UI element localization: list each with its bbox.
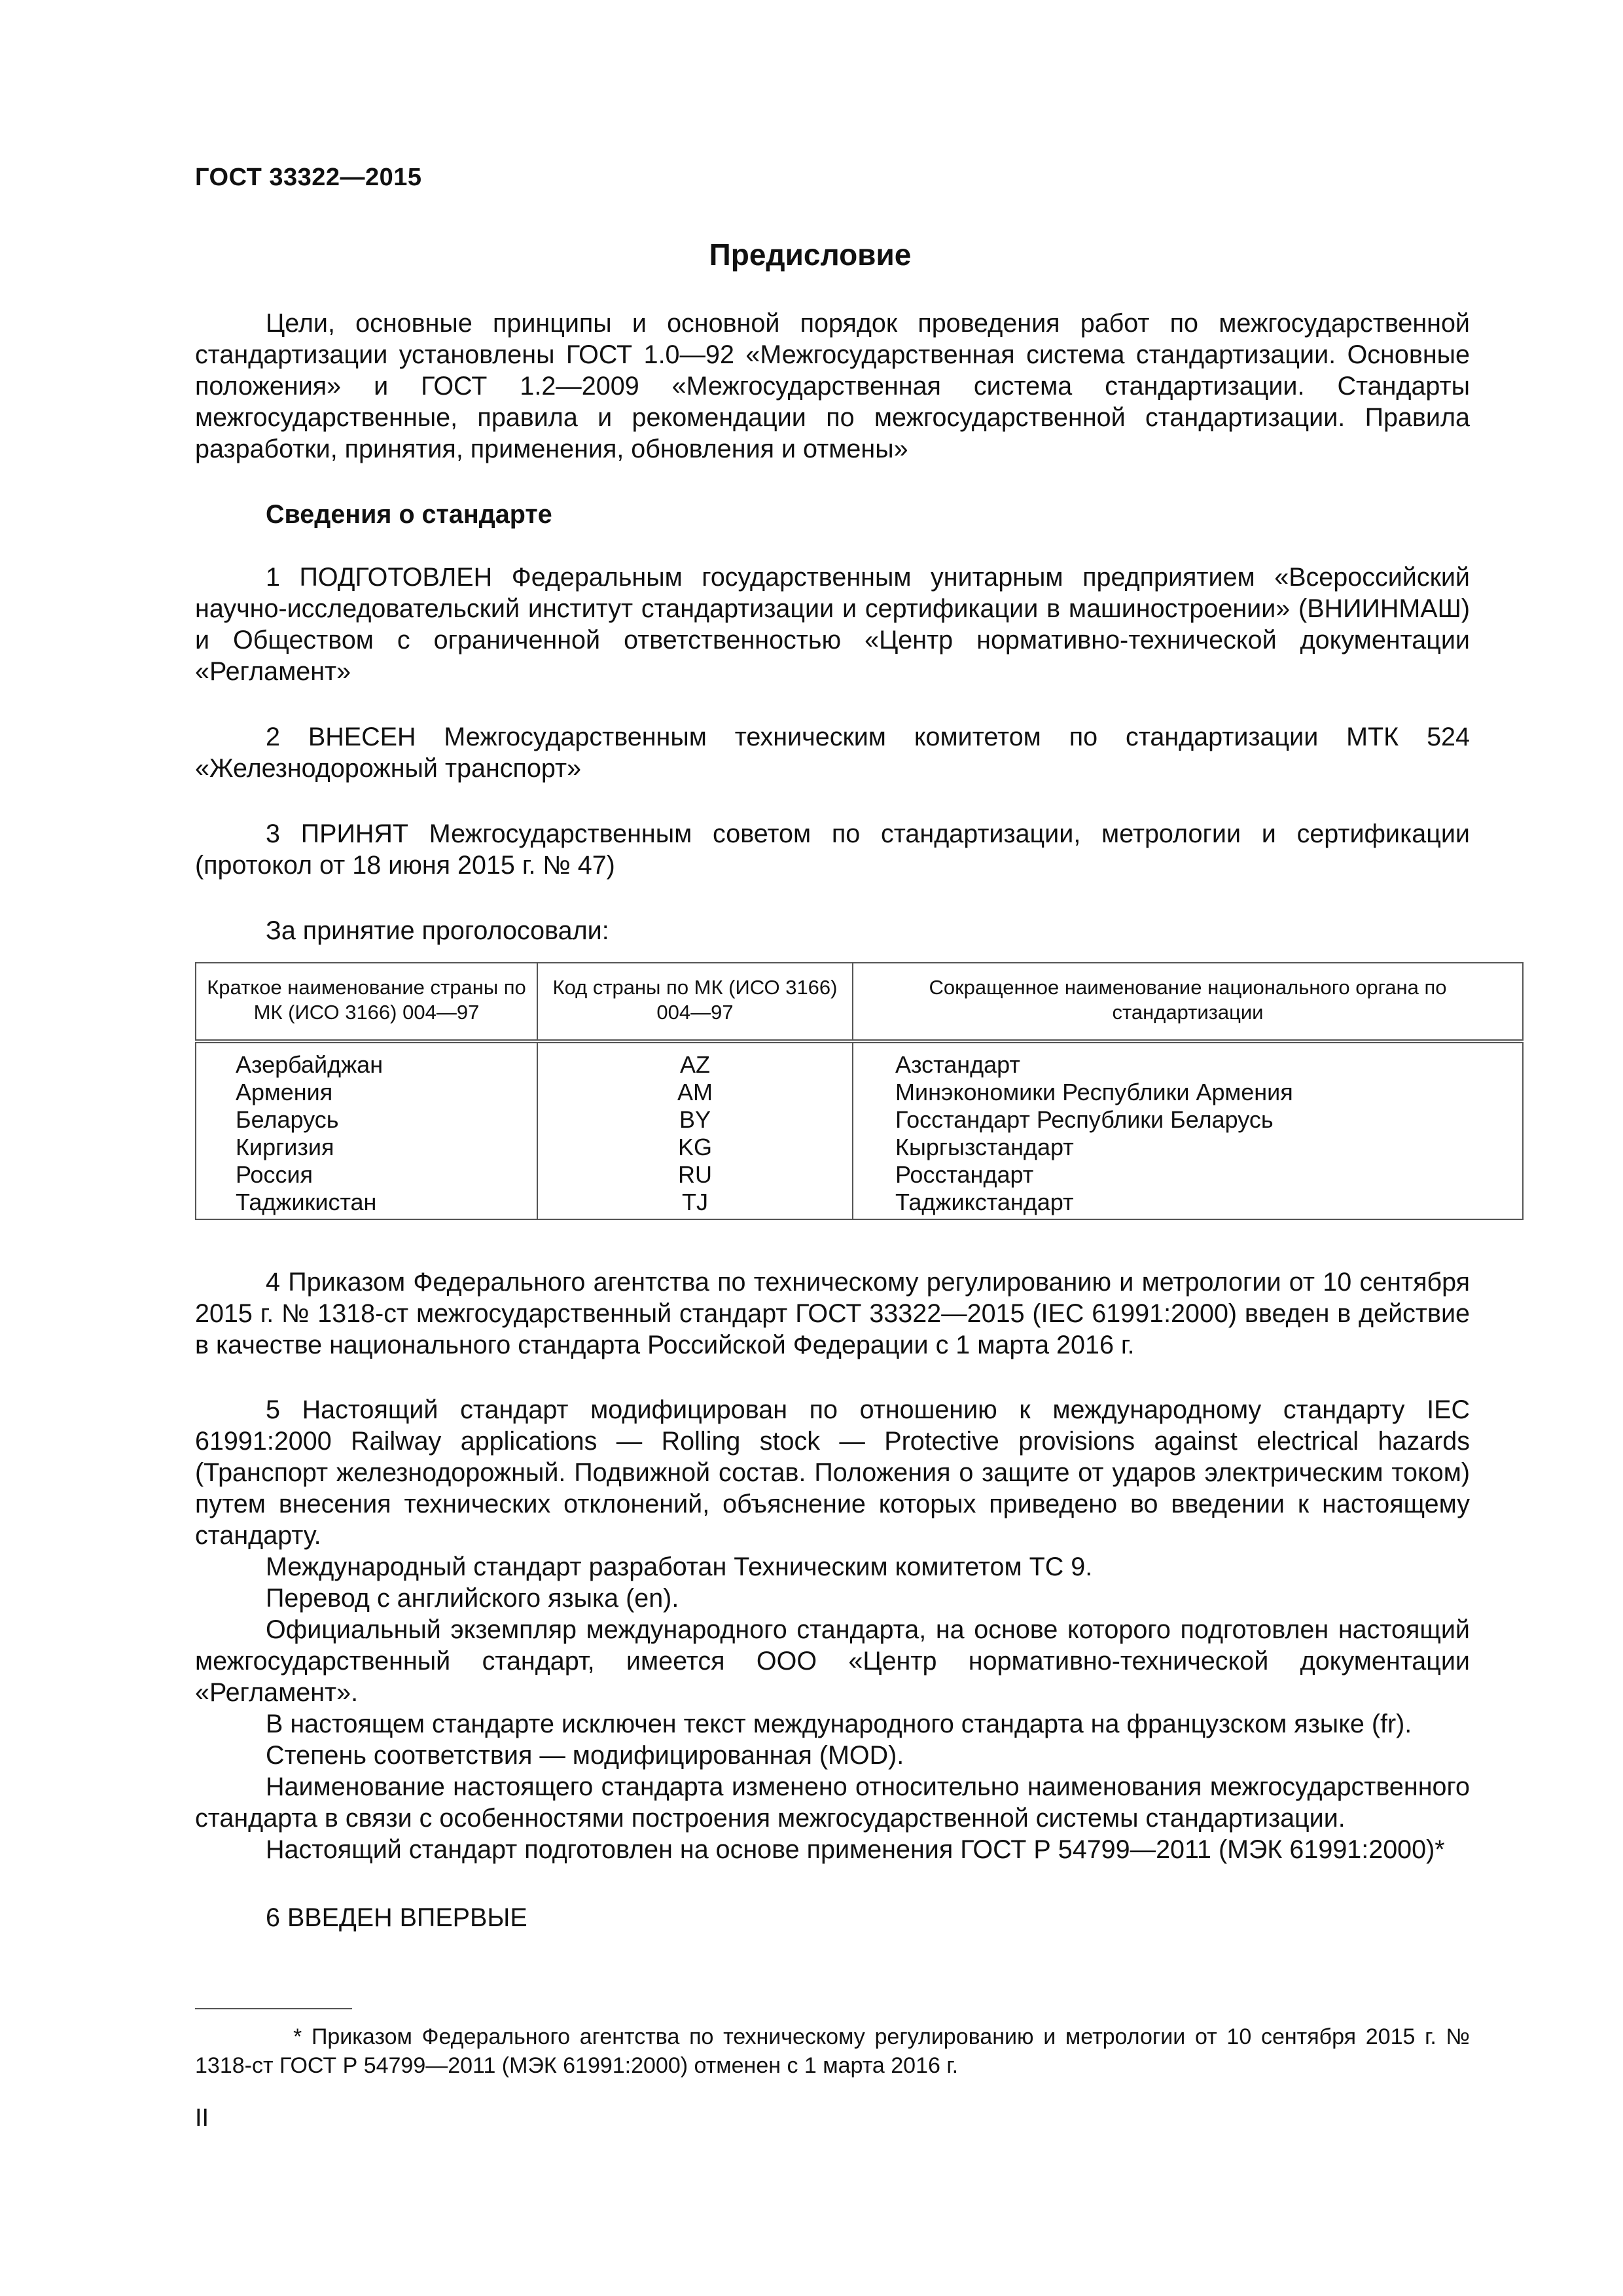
country-name: Киргизия bbox=[196, 1134, 537, 1161]
country-code: AZ bbox=[537, 1041, 853, 1079]
country-code: RU bbox=[537, 1161, 853, 1189]
table-header-code: Код страны по МК (ИСО 3166) 004—97 bbox=[537, 963, 853, 1041]
item-5-main: 5 Настоящий стандарт модифицирован по отношению к международному стандарту IEC 61991:2000 Railway applications — Rolling stock — Protective provisions against electrical hazards (Транспорт железнодорожный. Подвижной состав. Положения о защите от ударов электрическим током) путем внесения технических отклонений, объяснение которых приведено во введении к настоящему стандарту. bbox=[195, 1395, 1470, 1550]
item-1-text: 1 ПОДГОТОВЛЕН Федеральным государственным унитарным предприятием «Всероссийский научно-исследовательский институт стандартизации и сертификации в машиностроении» (ВНИИНМАШ) и Обществом с ограниченной ответственностью «Центр нормативно-технической документации «Регламент» bbox=[195, 563, 1470, 686]
voting-table bbox=[195, 962, 1524, 1220]
voted-label: За принятие проголосовали: bbox=[266, 916, 609, 945]
table-header-row bbox=[196, 963, 1523, 1041]
item-5-p3: Официальный экземпляр международного стандарта, на основе которого подготовлен настоящий межгосударственный стандарт, имеется ООО «Центр нормативно-технической документации «Регламент». bbox=[195, 1615, 1470, 1707]
item-6: 6 ВВЕДЕН ВПЕРВЫЕ bbox=[266, 1903, 527, 1932]
country-code: BY bbox=[537, 1106, 853, 1134]
table-header-body: Сокращенное наименование национального органа по стандартизации bbox=[853, 963, 1523, 1041]
item-1 bbox=[195, 562, 1470, 687]
item-3-text: 3 ПРИНЯТ Межгосударственным советом по стандартизации, метрологии и сертификации (протокол от 18 июня 2015 г. № 47) bbox=[195, 819, 1470, 880]
footnote-divider bbox=[195, 2008, 352, 2009]
item-5-p5: Степень соответствия — модифицированная (MOD). bbox=[266, 1741, 904, 1770]
table-header-country: Краткое наименование страны по МК (ИСО 3166) 004—97 bbox=[196, 963, 537, 1041]
standards-body: Росстандарт bbox=[853, 1161, 1523, 1189]
country-code: AM bbox=[537, 1079, 853, 1106]
intro-text: Цели, основные принципы и основной порядок проведения работ по межгосударственной стандартизации установлены ГОСТ 1.0—92 «Межгосударственная система стандартизации. Основные положения» и ГОСТ 1.2—2009 «Межгосударственная система стандартизации. Стандарты межгосударственные, правила и рекомендации по межгосударственной стандартизации. Правила разработки, принятия, применения, обновления и отмены» bbox=[195, 309, 1470, 463]
item-3 bbox=[195, 818, 1470, 881]
item-5-p6: Наименование настоящего стандарта изменено относительно наименования межгосударственного стандарта в связи с особенностями построения межгосударственной системы стандартизации. bbox=[195, 1772, 1470, 1833]
footnote bbox=[195, 2022, 1470, 2080]
page-number: II bbox=[195, 2104, 209, 2132]
document-page bbox=[195, 0, 1504, 2296]
standards-body: Таджикстандарт bbox=[853, 1189, 1523, 1219]
info-heading: Сведения о стандарте bbox=[266, 500, 552, 529]
item-5-p7: Настоящий стандарт подготовлен на основе применения ГОСТ Р 54799—2011 (МЭК 61991:2000)* bbox=[266, 1835, 1445, 1864]
item-4 bbox=[195, 1266, 1470, 1361]
standards-body: Госстандарт Республики Беларусь bbox=[853, 1106, 1523, 1134]
item-5-p4: В настоящем стандарте исключен текст международного стандарта на французском языке (fr). bbox=[266, 1710, 1412, 1738]
standards-body: Азстандарт bbox=[853, 1041, 1523, 1079]
country-code: KG bbox=[537, 1134, 853, 1161]
table-row bbox=[196, 1041, 1523, 1079]
item-5-p1: Международный стандарт разработан Техническим комитетом TC 9. bbox=[266, 1552, 1093, 1581]
page-title: Предисловие bbox=[709, 238, 912, 272]
table-row bbox=[196, 1189, 1523, 1219]
item-5-p2: Перевод с английского языка (en). bbox=[266, 1584, 679, 1613]
country-name: Россия bbox=[196, 1161, 537, 1189]
table-row bbox=[196, 1079, 1523, 1106]
item-4-text: 4 Приказом Федерального агентства по техническому регулированию и метрологии от 10 сентября 2015 г. № 1318-ст межгосударственный стандарт ГОСТ 33322—2015 (IEC 61991:2000) введен в действие в качестве национального стандарта Российской Федерации с 1 марта 2016 г. bbox=[195, 1268, 1470, 1359]
item-2 bbox=[195, 721, 1470, 784]
standards-body: Минэкономики Республики Армения bbox=[853, 1079, 1523, 1106]
item-5 bbox=[195, 1394, 1470, 1865]
table-row bbox=[196, 1134, 1523, 1161]
country-code: TJ bbox=[537, 1189, 853, 1219]
standard-header: ГОСТ 33322—2015 bbox=[195, 164, 422, 191]
footnote-text: * Приказом Федерального агентства по техническому регулированию и метрологии от 10 сентября 2015 г. № 1318-ст ГОСТ Р 54799—2011 (МЭК 61991:2000) отменен с 1 марта 2016 г. bbox=[195, 2024, 1470, 2078]
item-2-text: 2 ВНЕСЕН Межгосударственным техническим комитетом по стандартизации МТК 524 «Железнодорожный транспорт» bbox=[195, 723, 1470, 783]
country-name: Таджикистан bbox=[196, 1189, 537, 1219]
standards-body: Кыргызстандарт bbox=[853, 1134, 1523, 1161]
country-name: Беларусь bbox=[196, 1106, 537, 1134]
country-name: Азербайджан bbox=[196, 1041, 537, 1079]
table-row bbox=[196, 1161, 1523, 1189]
intro-paragraph bbox=[195, 308, 1470, 465]
country-name: Армения bbox=[196, 1079, 537, 1106]
table-row bbox=[196, 1106, 1523, 1134]
